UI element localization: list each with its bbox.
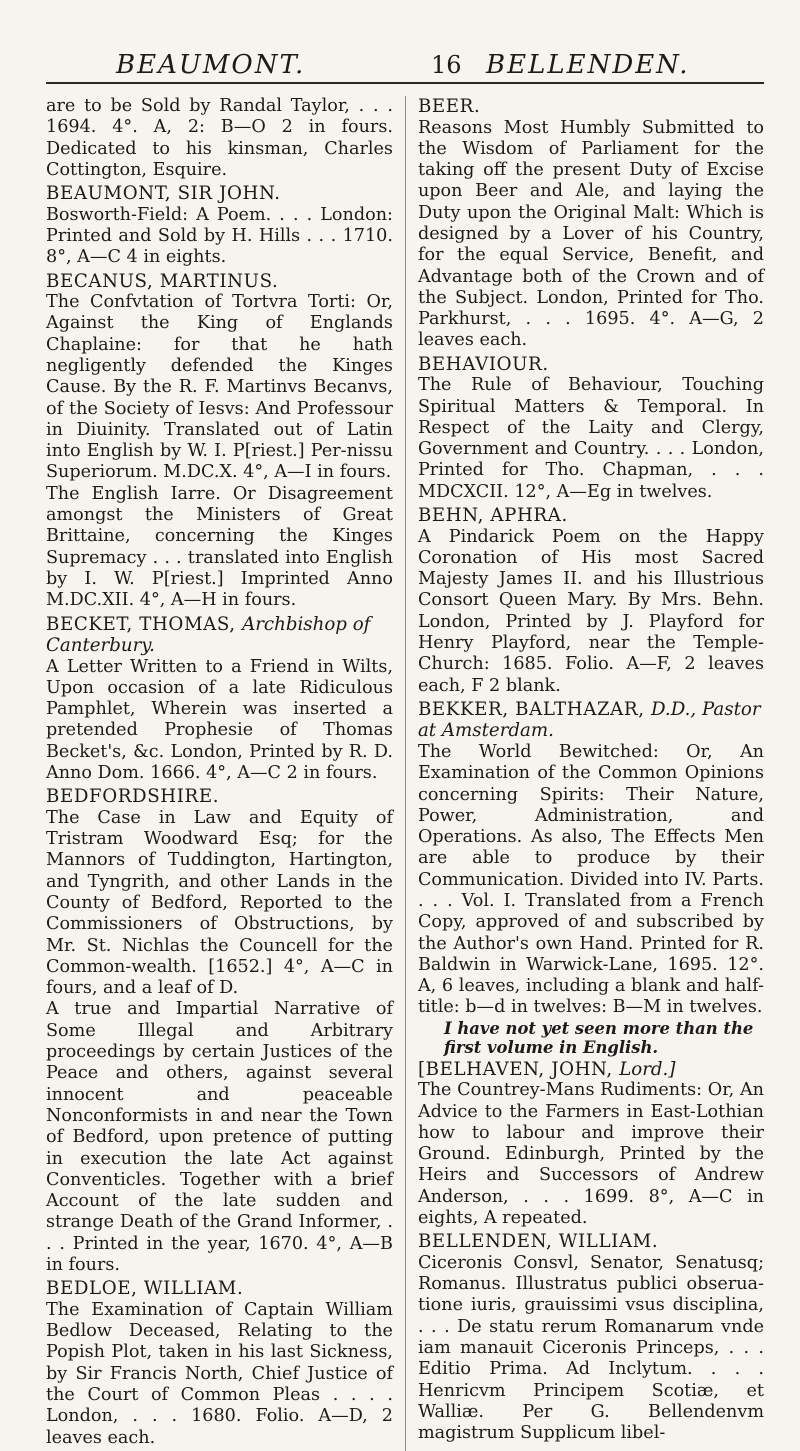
entry-heading — [418, 354, 764, 376]
entry-note: I have not yet seen more than the first volume in English. — [443, 1018, 754, 1057]
catalogue-entry — [418, 505, 764, 697]
entry-heading — [46, 183, 393, 205]
catalogue-entry — [46, 1278, 393, 1449]
catalogue-entry — [46, 183, 393, 268]
entry-heading — [418, 505, 764, 527]
catalogue-entry — [46, 786, 393, 1276]
left-column — [46, 96, 405, 1451]
entry-heading-text: BEHN, APHRA. — [417, 505, 568, 527]
entry-heading-subtitle: Lord.] — [619, 1058, 676, 1080]
entry-heading-text: BEDFORDSHIRE. — [46, 786, 220, 808]
entry-heading — [46, 786, 393, 808]
entry-heading — [46, 271, 393, 293]
entry-heading — [418, 1231, 764, 1253]
entry-heading-text: BEHAVIOUR. — [417, 353, 549, 375]
entry-heading-text: BEAUMONT, SIR JOHN. — [46, 183, 281, 205]
entry-heading — [46, 614, 393, 657]
catalogue-entry — [46, 614, 393, 785]
right-column — [405, 96, 764, 1451]
catalogue-entry — [418, 354, 764, 503]
catalogue-entry — [46, 271, 393, 612]
running-head-left: BEAUMONT. — [116, 50, 306, 80]
entry-description: The Rule of Behaviour, Touching Spiritual Matters & Temporal. In Respect of the Laity and Clergy, Government and Country. . . . London, Printed for Tho. Chapman, . . . MDCXCII. 12°, A—Eg in twelves. — [417, 375, 764, 502]
entry-description: The Countrey-Mans Rudiments: Or, An Advice to the Farmers in East-Lothian how to labour and improve their Ground. Edinburgh, Printed by the Heirs and Successors of Andrew Anderson, . . . 1699. 8°, A—C in eights, A repeated. — [417, 1080, 764, 1229]
entry-description: Bosworth-Field: A Poem. . . . London: Printed and Sold by H. Hills . . . 1710. 8°, A—C 4 in eights. — [46, 204, 393, 268]
entry-heading-text: BECKET, THOMAS, — [46, 613, 236, 635]
entry-description: The Examination of Captain William Bedlow Deceased, Relating to the Popish Plot, taken in his last Sickness, by Sir Francis North, Chief Justice of the Court of Common Pleas . . . . London, . . . 1680. Folio. A—D, 2 leaves each. — [46, 1299, 393, 1448]
entry-heading — [418, 1059, 764, 1081]
entry-description: The Case in Law and Equity of Tristram Woodward Esq; for the Mannors of Tuddington, Hartington, and Tyngrith, and other Lands in the County of Bedford, Reported to the Commissioners of Obstructions, by Mr. St. Nichlas the Councell for the Common-wealth. [1652.] 4°, A—C in fours, and a leaf of D. — [46, 807, 393, 999]
entry-heading-subtitle: D.D., Pastor at Amsterdam. — [417, 698, 761, 742]
entry-description: A Letter Written to a Friend in Wilts, Upon occasion of a late Ridiculous Pamphlet, Wherein was inserted a pretended Prophesie of Thomas Becket's, &c. London, Printed by R. D. Anno Dom. 1666. 4°, A—C 2 in fours. — [46, 656, 393, 784]
entry-heading-subtitle: Archbishop of Canterbury. — [46, 613, 371, 657]
text-columns — [46, 96, 764, 1451]
catalogue-entry — [46, 96, 393, 181]
entry-description: are to be Sold by Randal Taylor, . . . 1694. 4°. A, 2: B—O 2 in fours. Dedicated to his kinsman, Charles Cottington, Esquire. — [46, 96, 393, 180]
entry-heading-text: BEKKER, BALTHAZAR, — [417, 698, 645, 720]
entry-heading-text: BEER. — [417, 96, 481, 117]
entry-heading — [418, 96, 764, 118]
entry-description: A true and Impartial Narrative of Some Illegal and Arbitrary proceedings by certain Justices of the Peace and others, against several innocent and peaceable Nonconformists in and near the Town of Bedford, upon pretence of putting in execution the late Act against Conventicles. Together with a brief Account of the late sudden and strange Death of the Grand Informer, . . . Printed in the year, 1670. 4°, A—B in fours. — [46, 999, 393, 1276]
page-number: 16 — [431, 51, 462, 79]
entry-description: A Pindarick Poem on the Happy Coronation of His most Sacred Majesty James II. and his Illustrious Consort Queen Mary. By Mrs. Behn. London, Printed by J. Playford for Henry Playford, near the Temple-Church: 1685. Folio. A—F, 2 leaves each, F 2 blank. — [417, 526, 764, 696]
entry-description: Reasons Most Humbly Submitted to the Wisdom of Parliament for the taking off the present Duty of Excise upon Beer and Ale, and laying the Duty upon the Original Malt: Which is designed by a Lover of his Country, for the equal Service, Benefit, and Advantage both of the Crown and of the Subject. London, Printed for Tho. Parkhurst, . . . 1695. 4°. A—G, 2 leaves each. — [417, 117, 764, 351]
entry-heading — [46, 1278, 393, 1300]
entry-description: The Confvtation of Tortvra Torti: Or, Against the King of Englands Chaplaine: for that he hath negligently defended the Kinges Cause. By the R. F. Martinvs Becanvs, of the Society of Iesvs: And Professour in Diuinity. Translated out of Latin into English by W. I. P[riest.] Per-nissu Superiorum. M.DC.X. 4°, A—I in fours. — [46, 292, 393, 483]
catalogue-entry — [418, 699, 764, 1057]
entry-heading-text: BECANUS, MARTINUS. — [46, 270, 279, 292]
entry-heading-text: BELLENDEN, WILLIAM. — [417, 1231, 659, 1253]
catalogue-entry — [418, 96, 764, 352]
running-head-right: BELLENDEN. — [486, 50, 690, 80]
page-header — [46, 36, 764, 84]
entry-heading-text: BEDLOE, WILLIAM. — [46, 1278, 244, 1300]
catalogue-entry — [418, 1231, 764, 1444]
catalogue-entry — [418, 1059, 764, 1230]
entry-description: The English Iarre. Or Disagreement amongst the Ministers of Great Brittaine, concerning the Kinges Supremacy . . . translated into English by I. W. P[riest.] Imprinted Anno M.DC.XII. 4°, A—H in fours. — [46, 483, 393, 611]
entry-heading — [418, 699, 764, 742]
entry-description: The World Bewitched: Or, An Examination of the Common Opinions concerning Spirits: Their Nature, Power, Administration, and Operations. As also, The Effects Men are able to produce by their Communication. Divided into IV. Parts. . . . Vol. I. Translated from a French Copy, approved of and subscribed by the Author's own Hand. Printed for R. Baldwin in Warwick-Lane, 1695. 12°. A, 6 leaves, including a blank and half-title: b—d in twelves: B—M in twelves. — [417, 741, 764, 1018]
entry-description: Ciceronis Consvl, Senator, Senatusq; Romanus. Illustratus publici obserua-tione iuris, grauissimi vsus disciplina, . . . De statu rerum Romanarum vnde iam manauit Ciceronis Princeps, . . . Editio Prima. Ad Inclytum. . . . Henricvm Principem Scotiæ, et Walliæ. Per G. Bellendenvm magistrum Supplicum libel- — [417, 1252, 764, 1444]
entry-heading-text: [BELHAVEN, JOHN, — [417, 1058, 613, 1080]
